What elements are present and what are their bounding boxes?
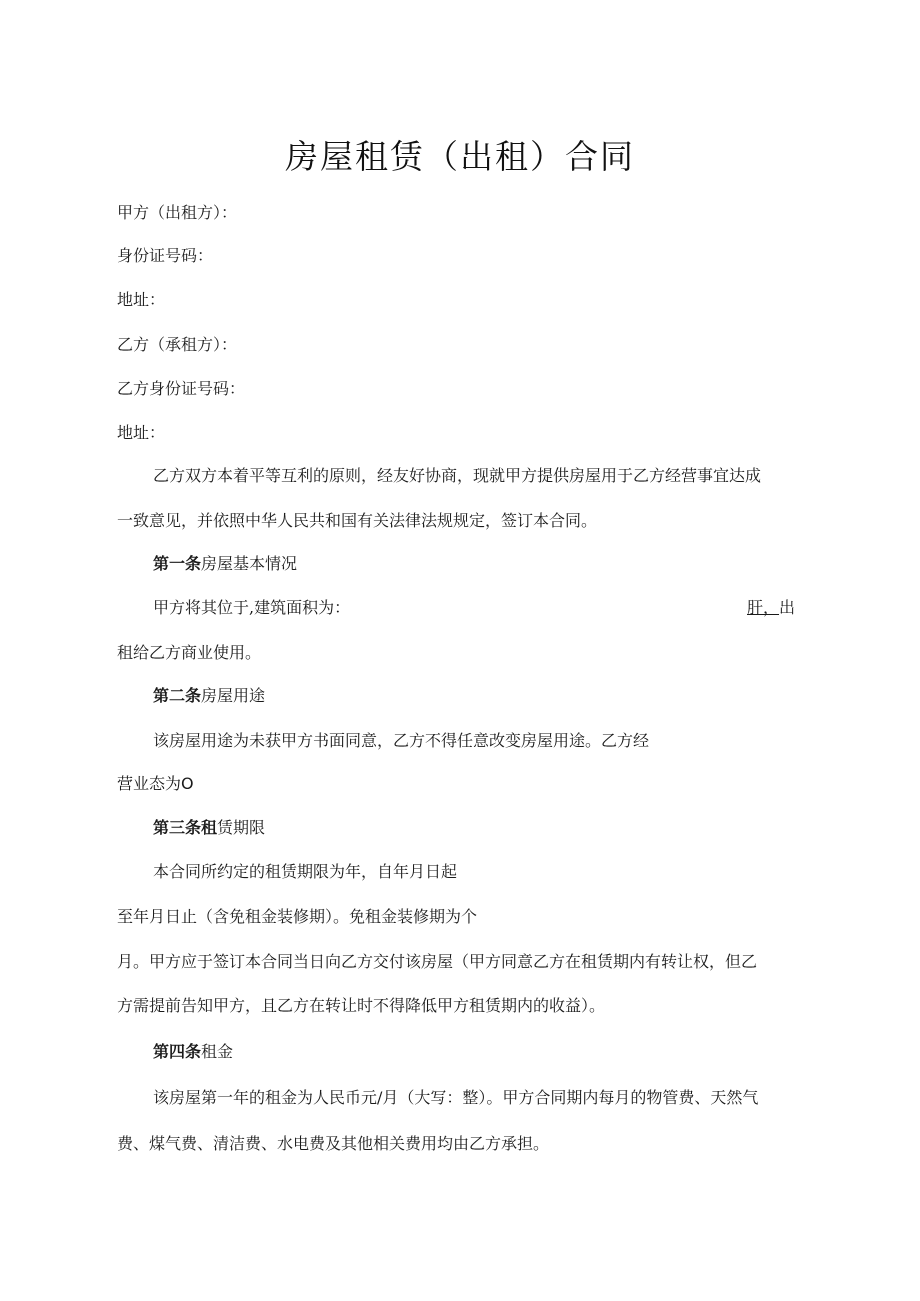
article-3-line-4: 方需提前告知甲方，且乙方在转让时不得降低甲方租赁期内的收益）。 [117, 996, 606, 1015]
article-2-line-2-tail: O [181, 774, 194, 793]
article-4-line-1: 该房屋第一年的租金为人民币元/月（大写：整）。甲方合同期内每月的物管费、天然气 [153, 1088, 759, 1107]
party-a-id-label: 身份证号码： [117, 246, 214, 265]
article-1-number: 第一条 [153, 554, 202, 573]
area-line-tail: 出 [779, 598, 796, 617]
article-1-heading [153, 554, 297, 574]
article-2-line-1: 该房屋用途为未获甲方书面同意，乙方不得任意改变房屋用途。乙方经 [153, 731, 650, 750]
article-3-line-3: 月。甲方应于签订本合同当日向乙方交付该房屋（甲方同意乙方在租赁期内有转让权，但乙 [117, 952, 758, 971]
article-4-heading [153, 1042, 233, 1062]
article-3-line-2: 至年月日止（含免租金装修期）。免租金装修期为个 [117, 907, 478, 926]
article-3-number: 第三条租 [153, 818, 218, 837]
article-2-heading [153, 686, 265, 706]
article-4-line-2: 费、煤气费、清洁费、水电费及其他相关费用均由乙方承担。 [117, 1134, 550, 1153]
article-3-title: 赁期限 [217, 818, 266, 837]
party-a-label: 甲方（出租方）： [117, 203, 238, 222]
article-1-title: 房屋基本情况 [201, 554, 298, 573]
article-2-number: 第二条 [153, 686, 202, 705]
article-2-line-2 [117, 774, 194, 794]
article-1-line-2: 租给乙方商业使用。 [117, 643, 262, 662]
party-a-address-label: 地址： [117, 290, 166, 309]
article-2-title: 房屋用途 [201, 686, 266, 705]
intro-line-1: 乙方双方本着平等互利的原则，经友好协商，现就甲方提供房屋用于乙方经营事宜达成 [153, 466, 762, 485]
area-unit-underlined: 肝， [747, 598, 780, 617]
contract-title: 房屋租赁（出租）合同 [285, 137, 635, 176]
article-1-line-1: 甲方将其位于,建筑面积为： [153, 598, 351, 617]
article-2-line-2-text: 营业态为 [117, 774, 182, 793]
party-b-address-label: 地址： [117, 423, 166, 442]
party-b-label: 乙方（承租方）： [117, 335, 238, 354]
party-b-id-label: 乙方身份证号码： [117, 379, 246, 398]
article-4-title: 租金 [201, 1042, 234, 1061]
article-3-line-1: 本合同所约定的租赁期限为年，自年月日起 [153, 862, 458, 881]
article-1-line-1-right [747, 598, 795, 618]
intro-line-2: 一致意见，并依照中华人民共和国有关法律法规规定，签订本合同。 [117, 511, 598, 530]
article-4-number: 第四条 [153, 1042, 202, 1061]
article-3-heading [153, 818, 265, 838]
